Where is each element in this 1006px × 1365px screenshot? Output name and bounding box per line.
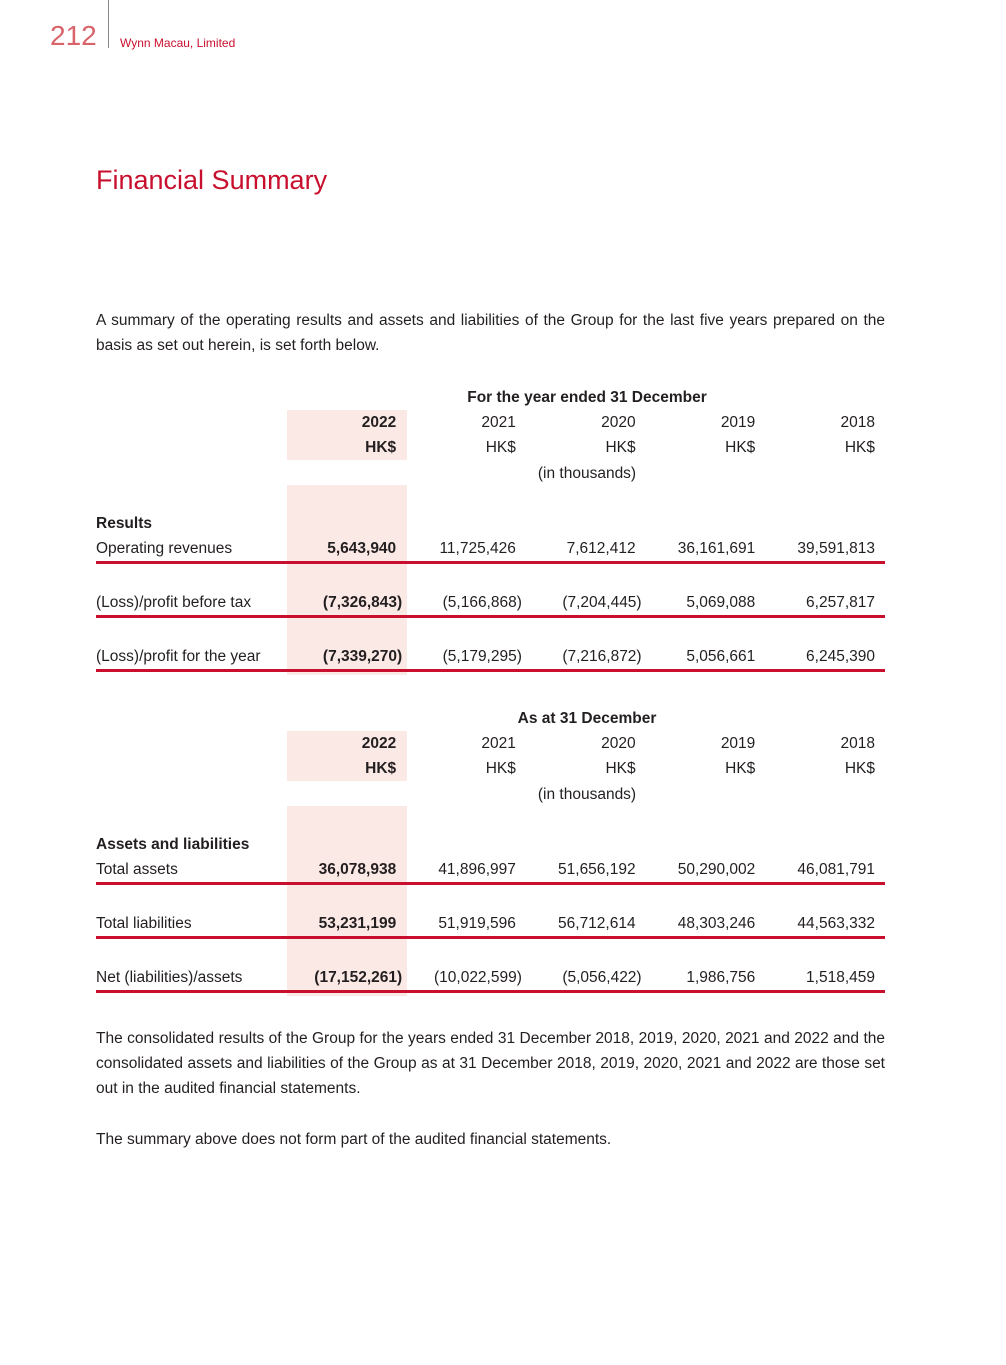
value-cell — [646, 536, 766, 561]
header-cell: HK$ — [844, 439, 875, 456]
value-cell — [526, 965, 646, 990]
year-header-row — [96, 731, 885, 756]
row-label-spacer — [96, 435, 286, 460]
header-cell: HK$ — [365, 760, 397, 777]
value: (7,216,872) — [562, 648, 642, 665]
value: (5,166,868) — [442, 594, 522, 611]
header-cell: 2021 — [481, 414, 516, 431]
row-rule — [96, 990, 885, 993]
value-cell — [765, 965, 885, 990]
table-row — [96, 536, 885, 561]
value: 51,919,596 — [438, 915, 516, 932]
header-cell: 2021 — [481, 735, 516, 752]
value-cell — [406, 644, 526, 669]
section-heading-label: Results — [96, 515, 152, 532]
value: 46,081,791 — [797, 861, 875, 878]
value-cell — [646, 644, 766, 669]
header-cell: HK$ — [725, 760, 756, 777]
section-heading-label: Assets and liabilities — [96, 836, 250, 853]
value: (5,056,422) — [562, 969, 642, 986]
value-cell — [286, 857, 406, 882]
footnote-consolidated: The consolidated results of the Group for the years ended 31 December 2018, 2019, 2020, 2021 and 2022 and the consolidated assets and liabilities of the Group as at 31 December 2018, 2019, 2020, 2021 and 2022 are those set out in the audited financial statements. — [96, 1030, 885, 1097]
intro-paragraph: A summary of the operating results and assets and liabilities of the Group for the last five years prepared on the basis as set out herein, is set forth below. — [96, 312, 885, 354]
value: (7,339,270) — [322, 648, 403, 665]
header-cell: 2022 — [361, 414, 397, 431]
row-rule — [96, 561, 885, 564]
header-cell: 2018 — [840, 414, 875, 431]
units-label: (in thousands) — [537, 465, 637, 482]
header-cell: 2020 — [601, 414, 636, 431]
header-cell: 2019 — [720, 735, 756, 752]
value: (5,179,295) — [442, 648, 522, 665]
header-cell: 2018 — [840, 735, 875, 752]
year-header-row — [96, 410, 885, 435]
value-cell — [406, 536, 526, 561]
value-cell — [765, 644, 885, 669]
table-row — [96, 857, 885, 882]
value-cell — [765, 911, 885, 936]
value-cell — [526, 590, 646, 615]
row-label-spacer — [96, 756, 286, 781]
period-heading: For the year ended 31 December — [467, 389, 707, 406]
page-number: 212 — [50, 20, 97, 51]
value: 5,069,088 — [686, 594, 756, 611]
value: 39,591,813 — [797, 540, 875, 557]
value-cell — [406, 965, 526, 990]
value-cell — [526, 911, 646, 936]
header-cell: HK$ — [365, 439, 397, 456]
row-label: Operating revenues — [96, 540, 233, 557]
table-row — [96, 590, 885, 615]
value: 5,643,940 — [327, 540, 397, 557]
value-cell — [286, 911, 406, 936]
value: 1,986,756 — [686, 969, 756, 986]
value-cell — [286, 965, 406, 990]
row-label: Total liabilities — [96, 915, 192, 932]
header-cell: 2022 — [361, 735, 397, 752]
row-label-spacer — [96, 731, 286, 756]
value: (10,022,599) — [433, 969, 522, 986]
row-rule — [96, 615, 885, 618]
footnote-not-audited: The summary above does not form part of the audited financial statements. — [96, 1131, 612, 1148]
row-label: Net (liabilities)/assets — [96, 969, 243, 986]
value-cell — [526, 644, 646, 669]
header-cell: HK$ — [725, 439, 756, 456]
table-row — [96, 965, 885, 990]
value: 7,612,412 — [566, 540, 636, 557]
header-cell: 2019 — [720, 414, 756, 431]
value-cell — [526, 857, 646, 882]
page-title: Financial Summary — [96, 165, 328, 195]
value: 44,563,332 — [797, 915, 875, 932]
value: (17,152,261) — [314, 969, 403, 986]
value: 11,725,426 — [439, 540, 516, 557]
value: 51,656,192 — [558, 861, 636, 878]
value: 6,257,817 — [806, 594, 875, 611]
value-cell — [406, 590, 526, 615]
table-row — [96, 911, 885, 936]
header-divider — [108, 0, 109, 48]
value-cell — [765, 536, 885, 561]
row-label: (Loss)/profit for the year — [96, 648, 261, 665]
value-cell — [646, 911, 766, 936]
value-cell — [646, 965, 766, 990]
value: 50,290,002 — [677, 861, 756, 878]
value-cell — [765, 590, 885, 615]
currency-header-row — [96, 756, 885, 781]
header-cell: HK$ — [485, 760, 516, 777]
value-cell — [406, 857, 526, 882]
header-cell: HK$ — [485, 439, 516, 456]
value: (7,204,445) — [562, 594, 642, 611]
header-cell: HK$ — [605, 760, 636, 777]
value: 48,303,246 — [677, 915, 756, 932]
value-cell — [286, 590, 406, 615]
value-cell — [406, 911, 526, 936]
value: 1,518,459 — [806, 969, 875, 986]
section-heading — [96, 511, 885, 536]
row-rule — [96, 669, 885, 672]
row-label-spacer — [96, 410, 286, 435]
value: 56,712,614 — [558, 915, 636, 932]
value: 36,161,691 — [677, 540, 756, 557]
value-cell — [286, 644, 406, 669]
header-cell: HK$ — [844, 760, 875, 777]
row-rule — [96, 936, 885, 939]
value-cell — [646, 857, 766, 882]
row-rule — [96, 882, 885, 885]
value-cell — [286, 536, 406, 561]
period-heading: As at 31 December — [517, 710, 657, 727]
value: 41,896,997 — [438, 861, 516, 878]
value-cell — [646, 590, 766, 615]
row-label: Total assets — [96, 861, 178, 878]
units-label: (in thousands) — [537, 786, 637, 803]
header-cell: 2020 — [601, 735, 636, 752]
company-name: Wynn Macau, Limited — [120, 36, 236, 50]
value-cell — [765, 857, 885, 882]
value: 36,078,938 — [318, 861, 397, 878]
value: 5,056,661 — [686, 648, 756, 665]
row-label: (Loss)/profit before tax — [96, 594, 252, 611]
section-heading — [96, 832, 885, 857]
value-cell — [526, 536, 646, 561]
currency-header-row — [96, 435, 885, 460]
header-cell: HK$ — [605, 439, 636, 456]
table-row — [96, 644, 885, 669]
value: (7,326,843) — [322, 594, 403, 611]
value: 6,245,390 — [806, 648, 875, 665]
value: 53,231,199 — [318, 915, 397, 932]
